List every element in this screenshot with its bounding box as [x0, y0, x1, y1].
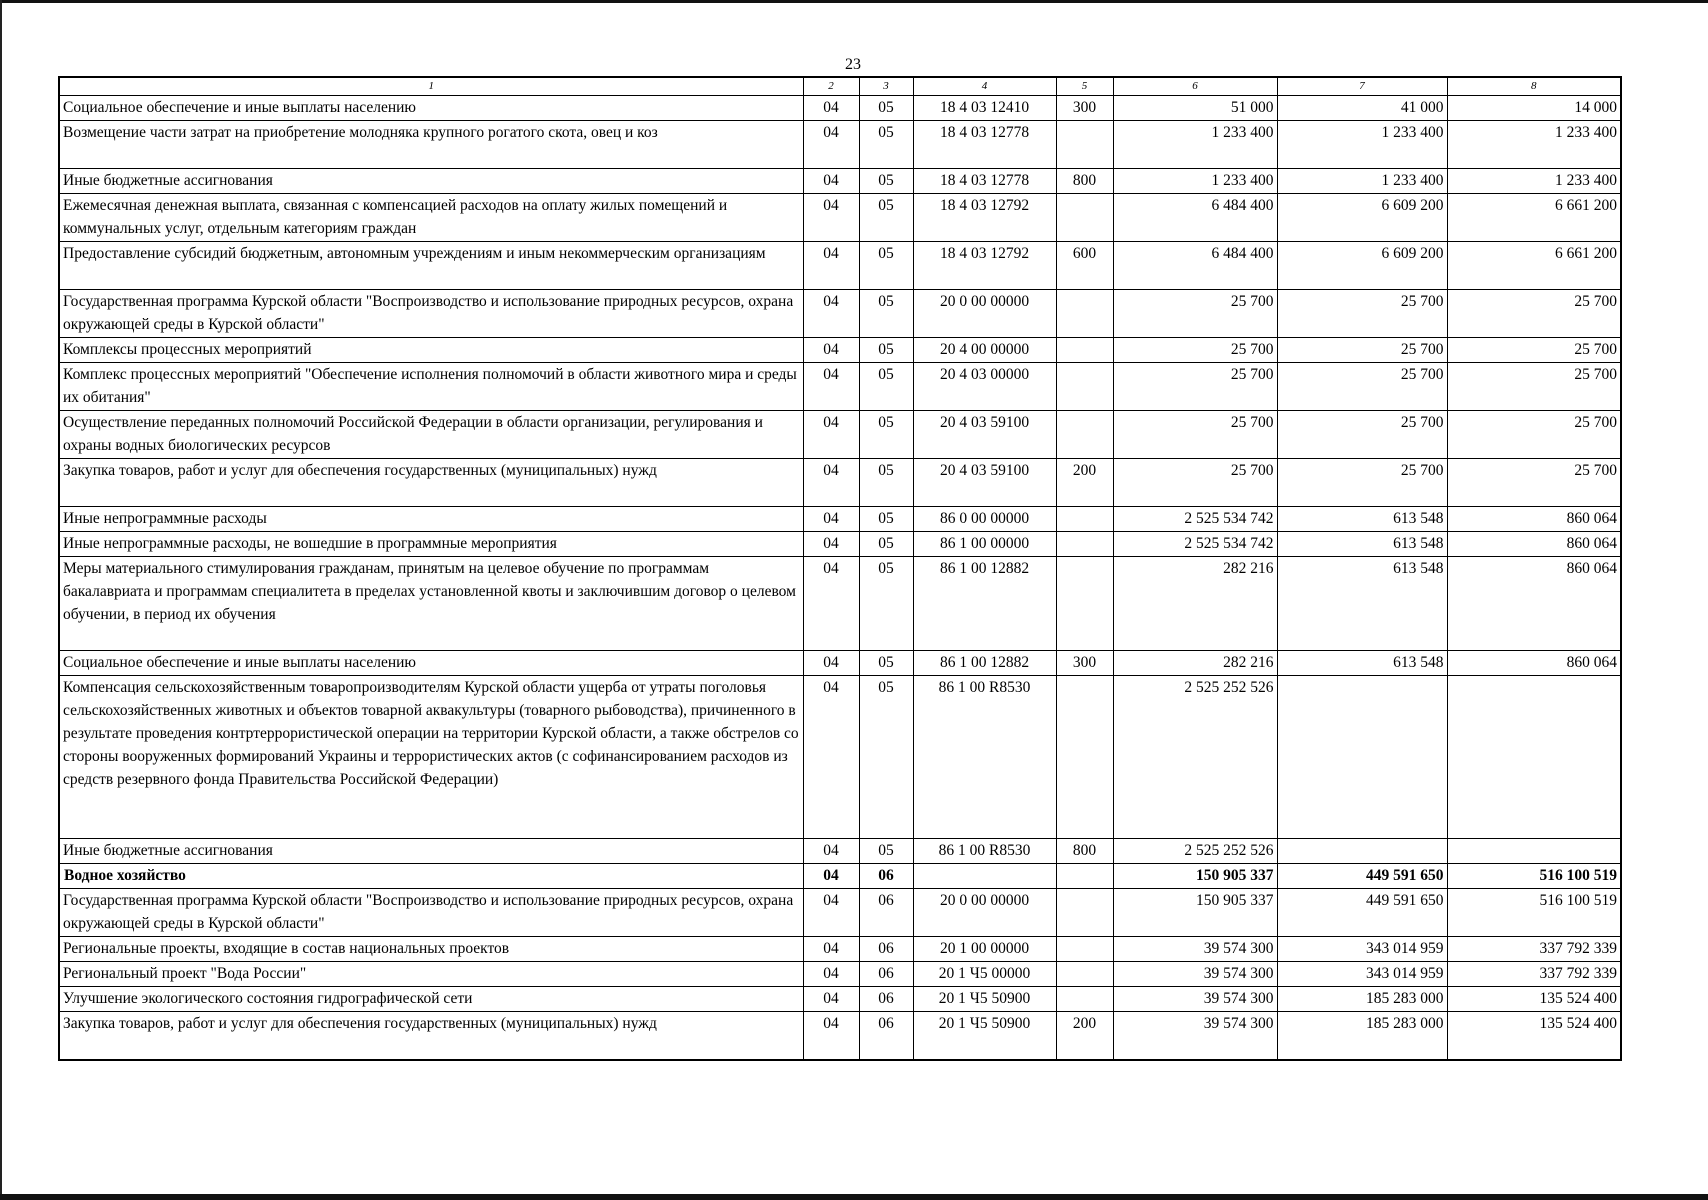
- row-expense-type: [1056, 507, 1113, 532]
- row-amount-1: 150 905 337: [1113, 864, 1277, 889]
- row-expense-type: [1056, 338, 1113, 363]
- row-name: Иные бюджетные ассигнования: [59, 839, 803, 864]
- row-amount-1: 39 574 300: [1113, 937, 1277, 962]
- table-row: [59, 937, 1621, 962]
- row-section: 04: [803, 557, 859, 651]
- row-target-article: 86 0 00 00000: [913, 507, 1056, 532]
- row-amount-2: 25 700: [1277, 290, 1447, 338]
- header-col-6: 6: [1113, 77, 1277, 96]
- table-row: [59, 839, 1621, 864]
- row-target-article: 18 4 03 12792: [913, 242, 1056, 290]
- row-amount-1: 2 525 534 742: [1113, 507, 1277, 532]
- row-amount-3: 337 792 339: [1447, 962, 1621, 987]
- row-name: Меры материального стимулирования гражданам, принятым на целевое обучение по программам бакалавриата и программам специалитета в пределах установленной квоты и заключившим договор о целевом обучении, в период их обучения: [59, 557, 803, 651]
- row-amount-1: 51 000: [1113, 96, 1277, 121]
- row-section: 04: [803, 338, 859, 363]
- row-subsection: 05: [859, 411, 913, 459]
- row-section: 04: [803, 290, 859, 338]
- row-name: Комплекс процессных мероприятий "Обеспечение исполнения полномочий в области животного мира и среды их обитания": [59, 363, 803, 411]
- row-name: Комплексы процессных мероприятий: [59, 338, 803, 363]
- row-amount-1: 25 700: [1113, 290, 1277, 338]
- budget-table: [58, 76, 1622, 1061]
- row-name: Осуществление переданных полномочий Российской Федерации в области организации, регулирования и охраны водных биологических ресурсов: [59, 411, 803, 459]
- row-section: 04: [803, 96, 859, 121]
- row-section: 04: [803, 363, 859, 411]
- row-name: Государственная программа Курской области "Воспроизводство и использование природных ресурсов, охрана окружающей среды в Курской области": [59, 290, 803, 338]
- row-subsection: 06: [859, 889, 913, 937]
- row-target-article: 20 1 Ч5 50900: [913, 1012, 1056, 1061]
- row-amount-1: 2 525 534 742: [1113, 532, 1277, 557]
- row-subsection: 05: [859, 338, 913, 363]
- row-amount-2: 25 700: [1277, 459, 1447, 507]
- row-subsection: 05: [859, 532, 913, 557]
- row-amount-2: 1 233 400: [1277, 169, 1447, 194]
- row-amount-2: 41 000: [1277, 96, 1447, 121]
- table-row: [59, 532, 1621, 557]
- row-subsection: 05: [859, 169, 913, 194]
- row-subsection: 06: [859, 1012, 913, 1061]
- row-subsection: 05: [859, 839, 913, 864]
- table-row: [59, 507, 1621, 532]
- header-col-2: 2: [803, 77, 859, 96]
- row-expense-type: 800: [1056, 169, 1113, 194]
- table-row: [59, 194, 1621, 242]
- row-expense-type: [1056, 290, 1113, 338]
- table-row: [59, 290, 1621, 338]
- row-name: Водное хозяйство: [59, 864, 803, 889]
- row-section: 04: [803, 459, 859, 507]
- row-expense-type: 300: [1056, 651, 1113, 676]
- scan-edge-left: [0, 0, 2, 1200]
- row-amount-3: 135 524 400: [1447, 1012, 1621, 1061]
- row-amount-1: 25 700: [1113, 411, 1277, 459]
- row-amount-3: 860 064: [1447, 651, 1621, 676]
- row-expense-type: [1056, 411, 1113, 459]
- row-amount-1: 150 905 337: [1113, 889, 1277, 937]
- row-amount-2: 343 014 959: [1277, 937, 1447, 962]
- row-section: 04: [803, 532, 859, 557]
- row-section: 04: [803, 1012, 859, 1061]
- row-target-article: [913, 864, 1056, 889]
- table-row: [59, 363, 1621, 411]
- row-expense-type: 800: [1056, 839, 1113, 864]
- row-expense-type: [1056, 864, 1113, 889]
- row-name: Иные непрограммные расходы, не вошедшие в программные мероприятия: [59, 532, 803, 557]
- row-section: 04: [803, 651, 859, 676]
- header-col-4: 4: [913, 77, 1056, 96]
- table-row: [59, 557, 1621, 651]
- header-row: [59, 77, 1621, 96]
- row-amount-1: 282 216: [1113, 557, 1277, 651]
- table-row: [59, 962, 1621, 987]
- page-number: 23: [845, 56, 861, 73]
- row-subsection: 05: [859, 194, 913, 242]
- row-target-article: 86 1 00 R8530: [913, 676, 1056, 839]
- row-amount-3: 6 661 200: [1447, 242, 1621, 290]
- row-amount-2: 1 233 400: [1277, 121, 1447, 169]
- row-expense-type: [1056, 962, 1113, 987]
- row-section: 04: [803, 121, 859, 169]
- row-name: Закупка товаров, работ и услуг для обеспечения государственных (муниципальных) нужд: [59, 459, 803, 507]
- row-name: Региональные проекты, входящие в состав национальных проектов: [59, 937, 803, 962]
- row-target-article: 86 1 00 R8530: [913, 839, 1056, 864]
- row-amount-3: 25 700: [1447, 363, 1621, 411]
- row-name: Ежемесячная денежная выплата, связанная с компенсацией расходов на оплату жилых помещений и коммунальных услуг, отдельным категориям граждан: [59, 194, 803, 242]
- row-amount-3: [1447, 676, 1621, 839]
- header-col-5: 5: [1056, 77, 1113, 96]
- row-name: Предоставление субсидий бюджетным, автономным учреждениям и иным некоммерческим организациям: [59, 242, 803, 290]
- row-name: Возмещение части затрат на приобретение молодняка крупного рогатого скота, овец и коз: [59, 121, 803, 169]
- row-amount-1: 1 233 400: [1113, 169, 1277, 194]
- scan-edge-bottom: [0, 1194, 1708, 1200]
- row-target-article: 20 4 03 00000: [913, 363, 1056, 411]
- row-section: 04: [803, 411, 859, 459]
- row-section: 04: [803, 507, 859, 532]
- table-row: [59, 169, 1621, 194]
- row-expense-type: [1056, 121, 1113, 169]
- row-expense-type: 200: [1056, 1012, 1113, 1061]
- header-col-3: 3: [859, 77, 913, 96]
- row-section: 04: [803, 937, 859, 962]
- row-target-article: 18 4 03 12792: [913, 194, 1056, 242]
- row-amount-2: 613 548: [1277, 532, 1447, 557]
- row-amount-2: 25 700: [1277, 411, 1447, 459]
- header-col-8: 8: [1447, 77, 1621, 96]
- row-expense-type: 300: [1056, 96, 1113, 121]
- row-amount-3: 25 700: [1447, 459, 1621, 507]
- table-row: [59, 987, 1621, 1012]
- row-amount-2: 613 548: [1277, 557, 1447, 651]
- row-expense-type: [1056, 363, 1113, 411]
- table-row: [59, 676, 1621, 839]
- scan-edge-top: [0, 0, 1708, 3]
- table-row: [59, 411, 1621, 459]
- row-target-article: 86 1 00 00000: [913, 532, 1056, 557]
- row-amount-1: 282 216: [1113, 651, 1277, 676]
- row-subsection: 05: [859, 363, 913, 411]
- row-target-article: 18 4 03 12778: [913, 121, 1056, 169]
- row-target-article: 20 1 Ч5 00000: [913, 962, 1056, 987]
- row-target-article: 18 4 03 12410: [913, 96, 1056, 121]
- row-name: Закупка товаров, работ и услуг для обеспечения государственных (муниципальных) нужд: [59, 1012, 803, 1061]
- row-target-article: 20 4 03 59100: [913, 459, 1056, 507]
- row-amount-3: [1447, 839, 1621, 864]
- row-amount-2: 449 591 650: [1277, 864, 1447, 889]
- row-amount-2: 25 700: [1277, 363, 1447, 411]
- row-target-article: 20 0 00 00000: [913, 889, 1056, 937]
- row-expense-type: [1056, 194, 1113, 242]
- row-expense-type: [1056, 889, 1113, 937]
- row-amount-2: 185 283 000: [1277, 987, 1447, 1012]
- row-section: 04: [803, 987, 859, 1012]
- row-subsection: 05: [859, 676, 913, 839]
- row-amount-3: 516 100 519: [1447, 889, 1621, 937]
- row-expense-type: [1056, 532, 1113, 557]
- table-row: [59, 864, 1621, 889]
- row-subsection: 06: [859, 987, 913, 1012]
- row-amount-3: 337 792 339: [1447, 937, 1621, 962]
- row-amount-2: 185 283 000: [1277, 1012, 1447, 1061]
- row-section: 04: [803, 962, 859, 987]
- row-amount-2: 25 700: [1277, 338, 1447, 363]
- row-amount-1: 39 574 300: [1113, 987, 1277, 1012]
- table-row: [59, 651, 1621, 676]
- row-subsection: 05: [859, 507, 913, 532]
- row-amount-1: 2 525 252 526: [1113, 676, 1277, 839]
- row-amount-3: 516 100 519: [1447, 864, 1621, 889]
- table-row: [59, 338, 1621, 363]
- row-expense-type: 600: [1056, 242, 1113, 290]
- row-subsection: 05: [859, 557, 913, 651]
- row-subsection: 05: [859, 121, 913, 169]
- row-amount-1: 25 700: [1113, 338, 1277, 363]
- row-name: Государственная программа Курской области "Воспроизводство и использование природных ресурсов, охрана окружающей среды в Курской области": [59, 889, 803, 937]
- row-subsection: 05: [859, 651, 913, 676]
- row-amount-1: 2 525 252 526: [1113, 839, 1277, 864]
- row-name: Компенсация сельскохозяйственным товаропроизводителям Курской области ущерба от утраты поголовья сельскохозяйственных животных и объектов товарной аквакультуры (товарного рыбоводства), причиненного в результате проведения контртеррористической операции на территории Курской области, а также обстрелов со стороны вооруженных формирований Украины и террористических актов (с софинансированием расходов из средств резервного фонда Правительства Российской Федерации): [59, 676, 803, 839]
- row-amount-1: 25 700: [1113, 459, 1277, 507]
- table-body: [59, 96, 1621, 1061]
- row-section: 04: [803, 676, 859, 839]
- row-expense-type: [1056, 937, 1113, 962]
- row-amount-3: 1 233 400: [1447, 121, 1621, 169]
- row-name: Социальное обеспечение и иные выплаты населению: [59, 651, 803, 676]
- row-amount-2: [1277, 676, 1447, 839]
- row-amount-1: 6 484 400: [1113, 242, 1277, 290]
- row-name: Иные бюджетные ассигнования: [59, 169, 803, 194]
- table-row: [59, 1012, 1621, 1061]
- row-subsection: 06: [859, 864, 913, 889]
- row-amount-1: 39 574 300: [1113, 1012, 1277, 1061]
- row-target-article: 20 1 00 00000: [913, 937, 1056, 962]
- table-row: [59, 96, 1621, 121]
- row-subsection: 06: [859, 962, 913, 987]
- row-subsection: 05: [859, 242, 913, 290]
- row-amount-2: [1277, 839, 1447, 864]
- header-col-7: 7: [1277, 77, 1447, 96]
- row-target-article: 18 4 03 12778: [913, 169, 1056, 194]
- row-amount-1: 6 484 400: [1113, 194, 1277, 242]
- row-amount-2: 449 591 650: [1277, 889, 1447, 937]
- row-section: 04: [803, 169, 859, 194]
- row-amount-3: 860 064: [1447, 557, 1621, 651]
- table-row: [59, 459, 1621, 507]
- table-row: [59, 889, 1621, 937]
- row-expense-type: [1056, 557, 1113, 651]
- header-col-1: 1: [59, 77, 803, 96]
- row-subsection: 05: [859, 290, 913, 338]
- row-amount-3: 14 000: [1447, 96, 1621, 121]
- row-subsection: 05: [859, 459, 913, 507]
- table-row: [59, 121, 1621, 169]
- row-name: Социальное обеспечение и иные выплаты населению: [59, 96, 803, 121]
- row-amount-2: 343 014 959: [1277, 962, 1447, 987]
- row-expense-type: 200: [1056, 459, 1113, 507]
- row-section: 04: [803, 839, 859, 864]
- row-amount-2: 6 609 200: [1277, 194, 1447, 242]
- row-name: Улучшение экологического состояния гидрографической сети: [59, 987, 803, 1012]
- row-target-article: 20 0 00 00000: [913, 290, 1056, 338]
- row-subsection: 06: [859, 937, 913, 962]
- table-row: [59, 242, 1621, 290]
- row-amount-3: 860 064: [1447, 507, 1621, 532]
- row-target-article: 20 4 03 59100: [913, 411, 1056, 459]
- row-section: 04: [803, 889, 859, 937]
- row-expense-type: [1056, 676, 1113, 839]
- row-section: 04: [803, 194, 859, 242]
- row-section: 04: [803, 864, 859, 889]
- row-target-article: 86 1 00 12882: [913, 557, 1056, 651]
- row-amount-2: 613 548: [1277, 507, 1447, 532]
- row-expense-type: [1056, 987, 1113, 1012]
- row-name: Иные непрограммные расходы: [59, 507, 803, 532]
- row-section: 04: [803, 242, 859, 290]
- row-target-article: 86 1 00 12882: [913, 651, 1056, 676]
- row-amount-3: 25 700: [1447, 338, 1621, 363]
- row-amount-1: 39 574 300: [1113, 962, 1277, 987]
- row-amount-1: 25 700: [1113, 363, 1277, 411]
- row-target-article: 20 4 00 00000: [913, 338, 1056, 363]
- row-amount-3: 6 661 200: [1447, 194, 1621, 242]
- row-target-article: 20 1 Ч5 50900: [913, 987, 1056, 1012]
- row-amount-3: 135 524 400: [1447, 987, 1621, 1012]
- row-name: Региональный проект "Вода России": [59, 962, 803, 987]
- row-amount-1: 1 233 400: [1113, 121, 1277, 169]
- row-subsection: 05: [859, 96, 913, 121]
- row-amount-3: 1 233 400: [1447, 169, 1621, 194]
- row-amount-3: 25 700: [1447, 290, 1621, 338]
- row-amount-3: 25 700: [1447, 411, 1621, 459]
- row-amount-3: 860 064: [1447, 532, 1621, 557]
- row-amount-2: 6 609 200: [1277, 242, 1447, 290]
- row-amount-2: 613 548: [1277, 651, 1447, 676]
